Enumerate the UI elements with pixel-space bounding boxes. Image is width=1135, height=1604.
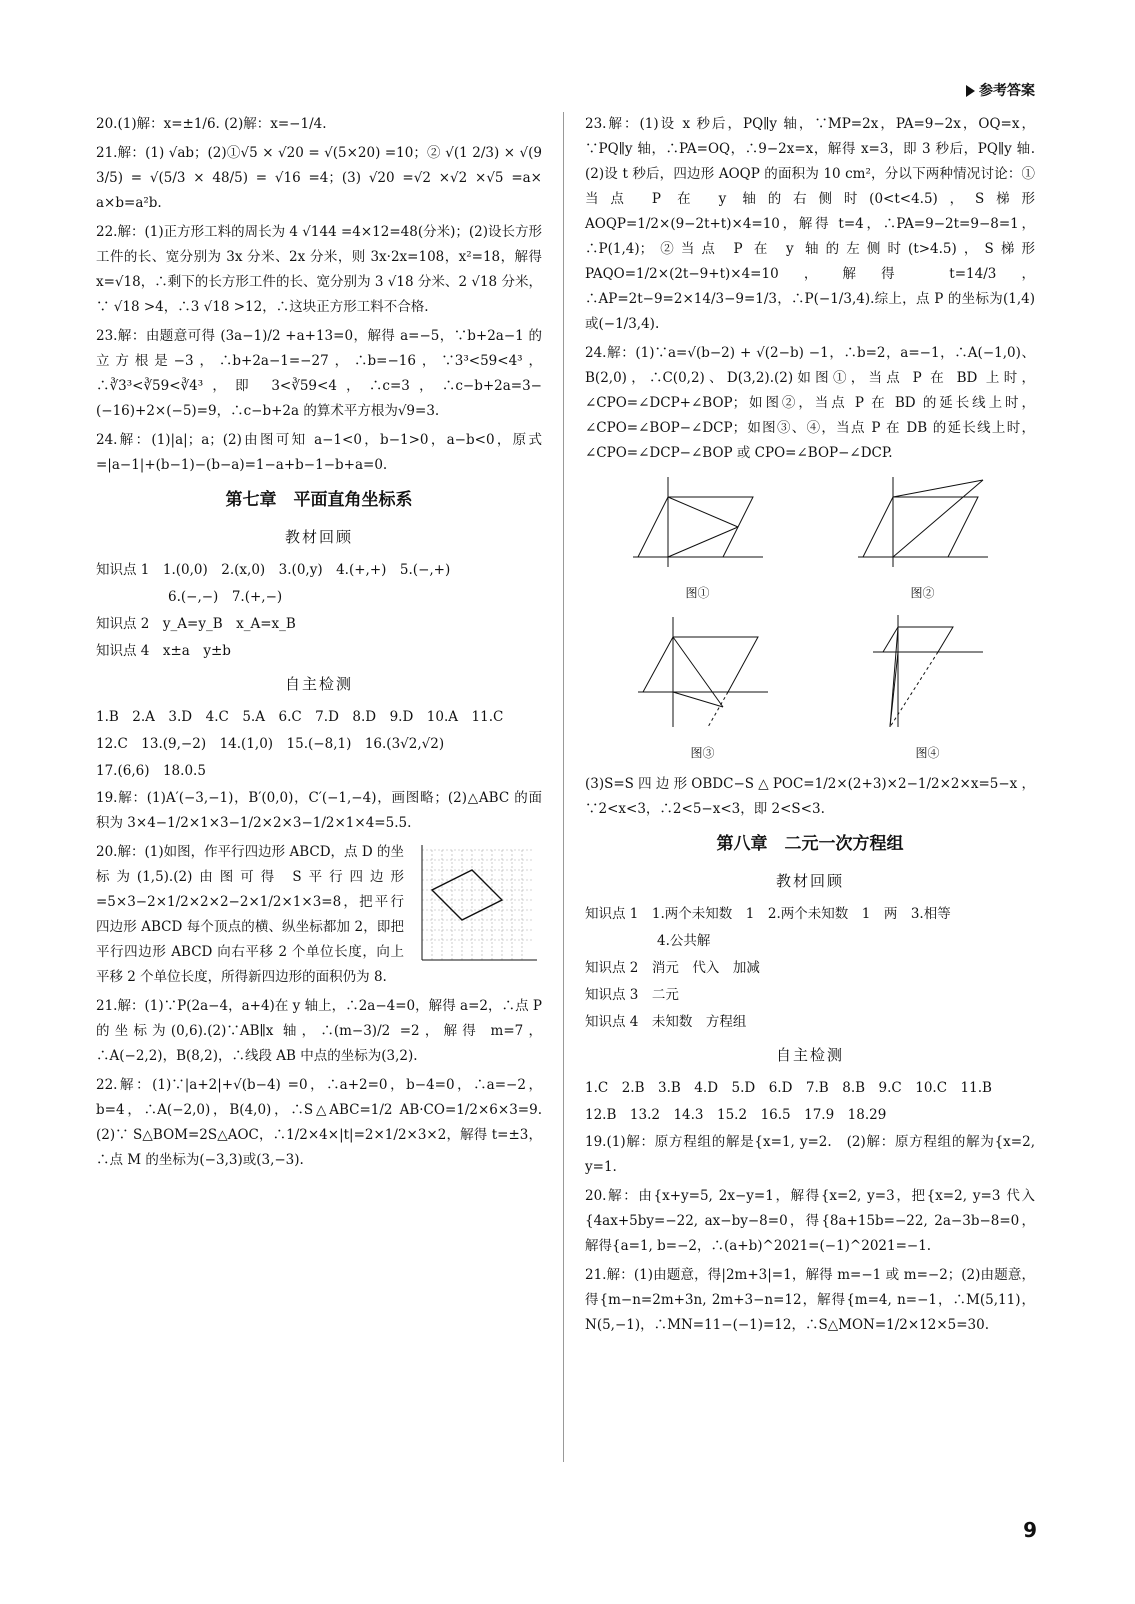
choice-answers-2: 12.C 13.(9,−2) 14.(1,0) 15.(−8,1) 16.(3√2,√2) (96, 736, 445, 752)
figure-3 (633, 612, 773, 766)
figure-row-1 (585, 472, 1035, 606)
answer-24c: (3)S=S四边形OBDC−S△POC=1/2×(2+3)×2−1/2×2×x=5−x，∵2<x<3，∴2<5−x<3，即 2<S<3. (585, 776, 1035, 817)
answer-20b: 20.解：(1)如图，作平行四边形 ABCD，点 D 的坐标为(1,5).(2)由图可得 S平行四边形=5×3−2×1/2×2×2−2×1/2×1×3=8，把平行四边形 ABCD 每个顶点的横、纵坐标都加 2，即把平行四边形 ABCD 向右平移 2 个单位长度，向上平移 2 个单位长度，所得新四边形的面积仍为 8. (96, 844, 404, 985)
answer-22: 22.解：(1)正方形工料的周长为 4 √144 =4×12=48(分米)；(2)设长方形工件的长、宽分别为 3x 分米、2x 分米，则 3x·2x=108，x²=18，解得 x=√18，∴剩下的长方形工件的长、宽分别为 3 √18 分米、2 √18 分米，∵ √18 >4，∴3 √18 >12，∴这块正方形工料不合格. (96, 224, 542, 315)
choice-answers-8-1: 1.C 2.B 3.B 4.D 5.D 6.D 7.B 8.B 9.C 10.C 11.B (585, 1080, 992, 1096)
review-title-8: 教材回顾 (775, 872, 844, 890)
answer-20r: 20.解：由{x+y=5, 2x−y=1，解得{x=2, y=3，把{x=2, y=3 代入{4ax+5by=−22, ax−by−8=0，得{8a+15b=−22, 2a−3b−8=0，解得{a=1, b=−2，∴(a+b)^2021=(−1)^2021=−1. (585, 1188, 1035, 1254)
figure-4 (868, 612, 988, 766)
figure-1-diagram (628, 472, 768, 572)
header-title: 参考答案 (979, 83, 1035, 99)
chapter-7-title: 第七章 平面直角坐标系 (225, 490, 413, 510)
grid-figure (412, 840, 542, 970)
figure-2 (853, 472, 993, 606)
answer-21r: 21.解：(1)由题意，得|2m+3|=1，解得 m=−1 或 m=−2；(2)由题意，得{m−n=2m+3n, 2m+3−n=12，解得{m=4, n=−1，∴M(5,11)，N(5,−1)，∴MN=11−(−1)=12，∴S△MON=1/2×12×5=30. (585, 1267, 1035, 1333)
answer-24: 24.解：(1)|a|；a；(2)由图可知 a−1<0，b−1>0，a−b<0，原式=|a−1|+(b−1)−(b−a)=1−a+b−1−b+a=0. (96, 432, 542, 473)
knowledge-point-1-8: 知识点 1 1.两个未知数 1 2.两个未知数 1 两 3.相等 (585, 906, 951, 922)
figure-3-caption: 图③ (690, 746, 715, 760)
answer-23r: 23.解：(1)设 x 秒后，PQ∥y 轴，∵MP=2x，PA=9−2x，OQ=x，∵PQ∥y 轴，∴PA=OQ，∴9−2x=x，解得 x=3，即 3 秒后，PQ∥y 轴.(2)设 t 秒后，四边形 AOQP 的面积为 10 cm²，分以下两种情况讨论：①当点 P 在 y 轴的右侧时(0<t<4.5)，S梯形AOQP=1/2×(9−2t+t)×4=10，解得 t=4，∴PA=9−2t=9−8=1，∴P(1,4)；②当点 P 在 y 轴的左侧时(t>4.5)，S梯形PAQO=1/2×(2t−9+t)×4=10，解得 t=14/3，∴AP=2t−9=2×14/3−9=1/3，∴P(−1/3,4).综上，点 P 的坐标为(1,4)或(−1/3,4). (585, 116, 1035, 332)
figure-2-caption: 图② (910, 586, 935, 600)
knowledge-point-4-8: 知识点 4 未知数 方程组 (585, 1014, 747, 1030)
knowledge-point-2-8: 知识点 2 消元 代入 加减 (585, 960, 760, 976)
column-divider (563, 112, 564, 1462)
knowledge-point-1-8-cont: 4.公共解 (657, 933, 711, 949)
choice-answers-1: 1.B 2.A 3.D 4.C 5.A 6.C 7.D 8.D 9.D 10.A 11.C (96, 709, 504, 725)
figure-1-caption: 图① (685, 586, 710, 600)
test-title: 自主检测 (284, 675, 353, 693)
right-column (585, 112, 1035, 1342)
figure-4-caption: 图④ (915, 746, 940, 760)
triangle-icon (966, 85, 975, 97)
chapter-8-title: 第八章 二元一次方程组 (716, 834, 904, 854)
page-header (966, 80, 1035, 100)
choice-answers-8-2: 12.B 13.2 14.3 15.2 16.5 17.9 18.29 (585, 1107, 887, 1123)
figure-4-diagram (868, 612, 988, 732)
answer-21b: 21.解：(1)∵P(2a−4，a+4)在 y 轴上，∴2a−4=0，解得 a=2，∴点 P 的坐标为(0,6).(2)∵AB∥x 轴，∴(m−3)/2 =2，解得 m=7，∴A(−2,2)，B(8,2)，∴线段 AB 中点的坐标为(3,2). (96, 998, 542, 1064)
test-title-8: 自主检测 (775, 1046, 844, 1064)
knowledge-point-1-cont: 6.(−,−) 7.(+,−) (168, 589, 283, 605)
answer-22b: 22.解：(1)∵|a+2|+√(b−4) =0，∴a+2=0，b−4=0，∴a=−2，b=4，∴A(−2,0)，B(4,0)，∴S△ABC=1/2 AB·CO=1/2×6×3=9.(2)∵ S△BOM=2S△AOC，∴1/2×4×|t|=2×1/2×3×2，解得 t=±3，∴点 M 的坐标为(−3,3)或(3,−3). (96, 1077, 542, 1168)
answer-19r: 19.(1)解：原方程组的解是{x=1, y=2. (2)解：原方程组的解为{x=2, y=1. (585, 1134, 1035, 1175)
knowledge-point-1: 知识点 1 1.(0,0) 2.(x,0) 3.(0,y) 4.(+,+) 5.(−,+) (96, 562, 451, 578)
figure-3-diagram (633, 612, 773, 732)
review-title: 教材回顾 (284, 528, 353, 546)
knowledge-point-2: 知识点 2 y_A=y_B x_A=x_B (96, 616, 296, 632)
knowledge-point-4: 知识点 4 x±a y±b (96, 643, 231, 659)
choice-answers-3: 17.(6,6) 18.0.5 (96, 763, 206, 779)
answer-20: 20.(1)解：x=±1/6. (2)解：x=−1/4. (96, 116, 327, 132)
knowledge-point-3-8: 知识点 3 二元 (585, 987, 679, 1003)
answer-23: 23.解：由题意可得 (3a−1)/2 +a+13=0，解得 a=−5，∵b+2a−1 的立方根是−3，∴b+2a−1=−27，∴b=−16，∵3³<59<4³，∴∛3³<∛59<∛4³，即 3<∛59<4，∴c=3，∴c−b+2a=3−(−16)+2×(−5)=9，∴c−b+2a 的算术平方根为√9=3. (96, 328, 542, 419)
answer-21: 21.解：(1) √ab；(2)①√5 × √20 = √(5×20) =10；② √(1 2/3) × √(9 3/5) = √(5/3 × 48/5) = √16 =4；(3) √20 =√2 ×√2 ×√5 =a× a×b=a²b. (96, 145, 542, 211)
figure-2-diagram (853, 472, 993, 572)
figure-1 (628, 472, 768, 606)
figure-row-2 (585, 612, 1035, 766)
page-number: 9 (1023, 1518, 1037, 1542)
left-column (96, 112, 542, 1177)
answer-24r: 24.解：(1)∵a=√(b−2) + √(2−b) −1，∴b=2，a=−1，∴A(−1,0)、B(2,0)，∴C(0,2)、D(3,2).(2)如图①，当点 P 在 BD 上时，∠CPO=∠DCP+∠BOP；如图②，当点 P 在 BD 的延长线上时，∠CPO=∠BOP−∠DCP；如图③、④，当点 P 在 DB 的延长线上时，∠CPO=∠DCP−∠BOP 或 CPO=∠BOP−∠DCP. (585, 345, 1035, 461)
answer-19: 19.解：(1)A′(−3,−1)，B′(0,0)，C′(−1,−4)，画图略；(2)△ABC 的面积为 3×4−1/2×1×3−1/2×2×3−1/2×1×4=5.5. (96, 790, 542, 831)
